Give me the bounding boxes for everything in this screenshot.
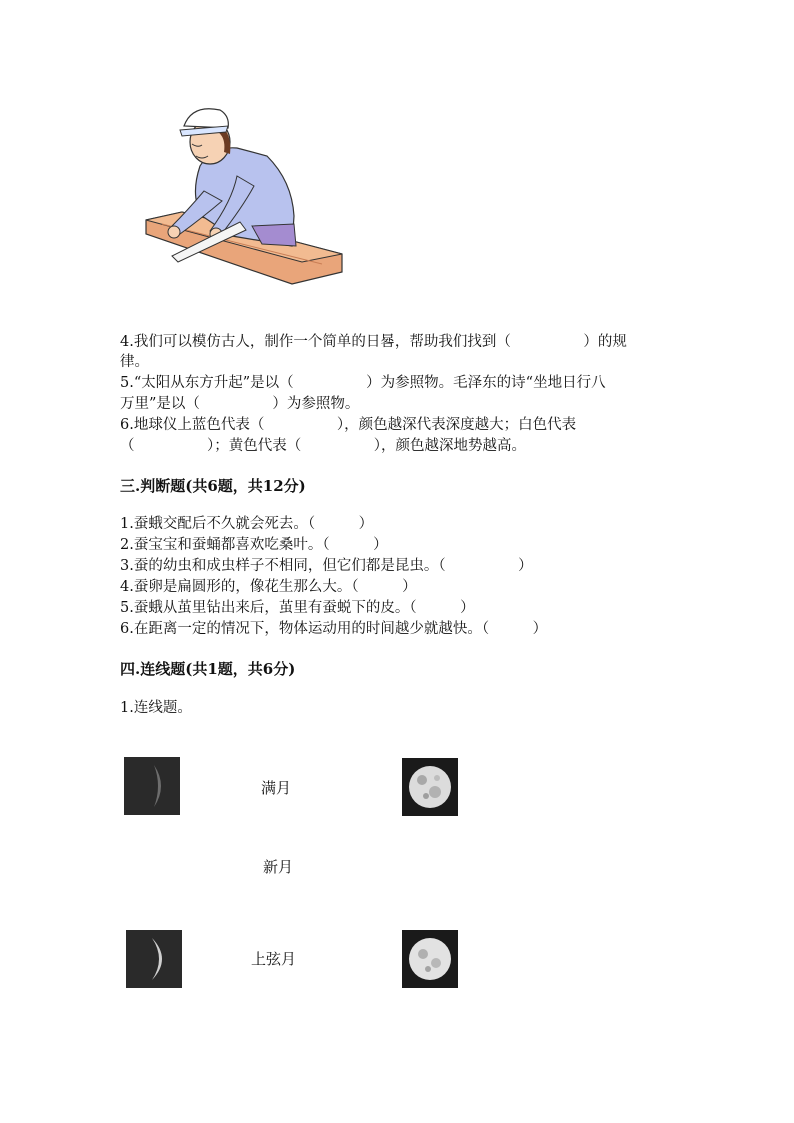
moon-crescent-image bbox=[126, 930, 182, 988]
fill-in-question-6-cont: （ ）；黄色代表（ ），颜色越深地势越高。 bbox=[120, 438, 526, 454]
judgement-item-5: 5.蚕蛾从茧里钻出来后，茧里有蚕蜕下的皮。（ ） bbox=[120, 600, 475, 616]
section-heading-matching: 四.连线题(共1题，共6分) bbox=[120, 660, 296, 678]
sawing-worker-illustration bbox=[142, 96, 352, 288]
moon-thin-crescent-image bbox=[124, 757, 180, 815]
fill-in-question-5: 5.“太阳从东方升起”是以（ ）为参照物。毛泽东的诗“坐地日行八 bbox=[120, 375, 606, 391]
full-moon-image bbox=[402, 758, 458, 816]
full-moon-image-2 bbox=[402, 930, 458, 988]
fill-in-question-4: 4.我们可以模仿古人，制作一个简单的日晷，帮助我们找到（ ）的规 bbox=[120, 334, 627, 350]
label-first-quarter-moon: 上弦月 bbox=[251, 950, 297, 968]
judgement-item-6: 6.在距离一定的情况下，物体运动用的时间越少就越快。（ ） bbox=[120, 621, 548, 637]
matching-question: 1.连线题。 bbox=[120, 700, 192, 716]
section-heading-judgement: 三.判断题(共6题，共12分) bbox=[120, 477, 306, 495]
fill-in-question-5-cont: 万里”是以（ ）为参照物。 bbox=[120, 396, 360, 412]
fill-in-question-4-cont: 律。 bbox=[120, 354, 149, 370]
judgement-item-3: 3.蚕的幼虫和成虫样子不相同，但它们都是昆虫。（ ） bbox=[120, 558, 533, 574]
fill-in-question-6: 6.地球仪上蓝色代表（ ），颜色越深代表深度越大；白色代表 bbox=[120, 417, 577, 433]
judgement-item-1: 1.蚕蛾交配后不久就会死去。（ ） bbox=[120, 516, 374, 532]
judgement-item-4: 4.蚕卵是扁圆形的，像花生那么大。（ ） bbox=[120, 579, 417, 595]
label-full-moon: 满月 bbox=[261, 779, 292, 797]
label-new-moon: 新月 bbox=[263, 858, 294, 876]
judgement-item-2: 2.蚕宝宝和蚕蛹都喜欢吃桑叶。（ ） bbox=[120, 537, 388, 553]
